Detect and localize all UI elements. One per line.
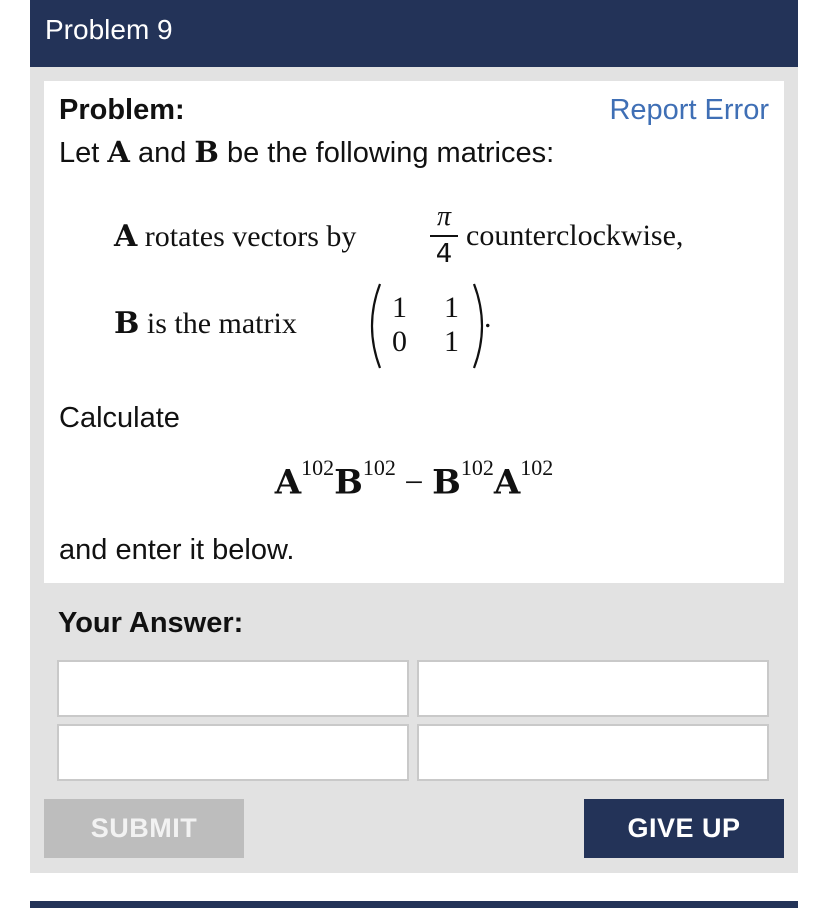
problem-card: Problem: Report Error Let A and B be the following matrices: A rotates vectors by π 4 counterclockwise, B is the matrix 1 1 0 1 . Calculate $A^{102}B^{102} - B^{102}A^{102}$ and enter it below. bbox=[44, 81, 784, 583]
matrix-cell: 0 bbox=[392, 325, 407, 358]
give-up-button[interactable]: GIVE UP bbox=[584, 799, 784, 858]
next-problem-header-edge bbox=[30, 901, 798, 908]
expression: $A^{102}B^{102} - B^{102}A^{102}$ bbox=[274, 455, 554, 503]
calculate-text: Calculate bbox=[59, 402, 180, 434]
problem-label: Problem: bbox=[59, 94, 185, 126]
problem-intro: Let A and B be the following matrices: bbox=[59, 135, 555, 169]
pi-over-4-fraction: π 4 bbox=[430, 201, 458, 269]
problem-title: Problem 9 bbox=[45, 14, 173, 45]
enter-instruction: and enter it below. bbox=[59, 534, 295, 566]
matrix-cell: 1 bbox=[392, 291, 407, 324]
problem-header bbox=[30, 0, 798, 67]
matrix-b-definition: B is the matrix 1 1 0 1 . bbox=[114, 281, 614, 371]
answer-cell-r2c2[interactable] bbox=[417, 724, 769, 781]
matrix-b bbox=[362, 281, 492, 371]
matrix-cell: 1 bbox=[444, 291, 459, 324]
submit-button[interactable]: SUBMIT bbox=[44, 799, 244, 858]
answer-cell-r2c1[interactable] bbox=[57, 724, 409, 781]
answer-cell-r1c1[interactable] bbox=[57, 660, 409, 717]
matrix-cell: 1 bbox=[444, 325, 459, 358]
your-answer-label: Your Answer: bbox=[58, 607, 244, 639]
answer-cell-r1c2[interactable] bbox=[417, 660, 769, 717]
matrix-brackets bbox=[362, 281, 492, 371]
report-error-link[interactable]: Report Error bbox=[609, 94, 769, 126]
